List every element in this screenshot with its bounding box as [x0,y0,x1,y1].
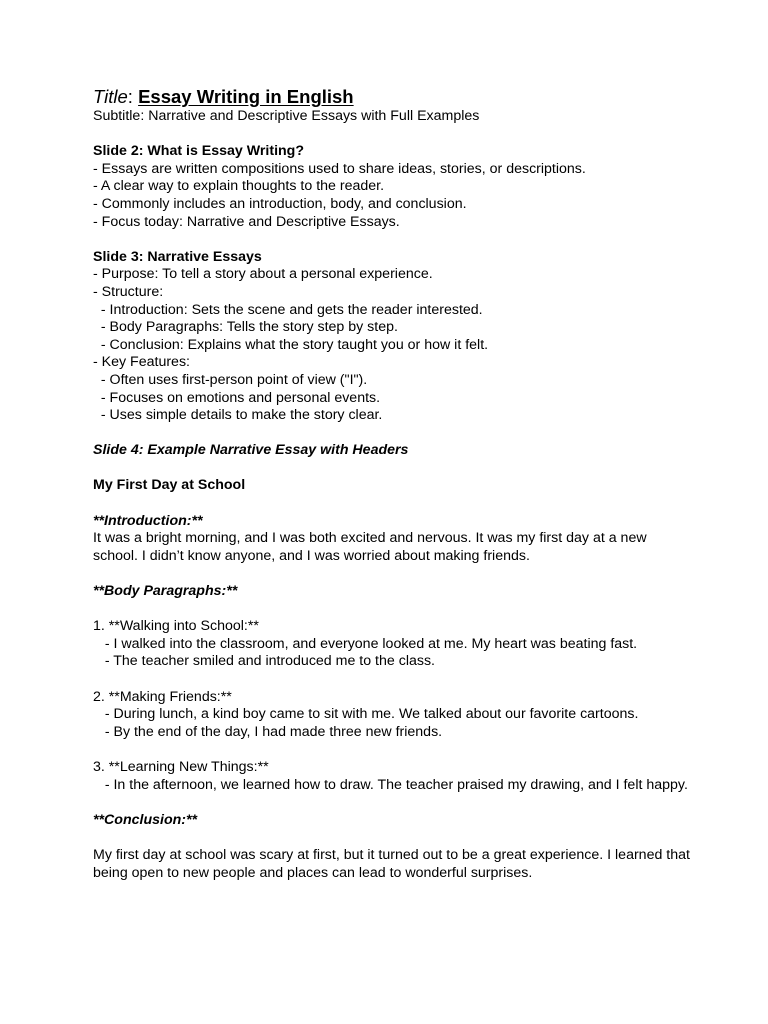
slide3-line: - Key Features: [93,354,190,371]
intro-paragraph: It was a bright morning, and I was both excited and nervous. It was my first day at a new school. I didn’t know anyone, and I was worried about making friends. [93,530,647,564]
conclusion-heading: **Conclusion:** [93,811,198,828]
slide2-line: - A clear way to explain thoughts to the reader. [93,178,385,195]
body-heading: **Body Paragraphs:** [93,583,238,600]
point-line: - The teacher smiled and introduced me to the class. [93,653,435,670]
title-text: Essay Writing in English [138,86,354,107]
slide4-heading: Slide 4: Example Narrative Essay with Headers [93,442,409,459]
slide3-line: - Often uses first-person point of view ("I"). [93,371,368,388]
slide2-line: - Essays are written compositions used to share ideas, stories, or descriptions. [93,160,586,177]
point-line: - During lunch, a kind boy came to sit with me. We talked about our favorite cartoons. [93,706,639,723]
slide2-line: - Commonly includes an introduction, body, and conclusion. [93,195,467,212]
slide3-line: - Conclusion: Explains what the story taught you or how it felt. [93,336,489,353]
point-line: - In the afternoon, we learned how to draw. The teacher praised my drawing, and I felt happy. [93,776,688,793]
slide3-line: - Structure: [93,283,164,300]
title-label: Title [93,86,128,107]
point-line: - By the end of the day, I had made three new friends. [93,723,443,740]
title-separator: : [127,86,139,107]
point-line: - I walked into the classroom, and everyone looked at me. My heart was beating fast. [93,635,638,652]
intro-heading: **Introduction:** [93,512,203,529]
essay-title: My First Day at School [93,477,246,494]
conclusion-paragraph: My first day at school was scary at first, but it turned out to be a great experience. I learned that being open to new people and places can lead to wonderful surprises. [93,846,690,881]
document-body [93,86,693,882]
document-title [93,86,693,108]
slide3-line: - Uses simple details to make the story clear. [93,407,383,424]
point-heading: 3. **Learning New Things:** [93,758,269,775]
slide3-line: - Body Paragraphs: Tells the story step by step. [93,319,398,336]
slide3-line: - Focuses on emotions and personal events. [93,389,381,406]
slide2-line: - Focus today: Narrative and Descriptive Essays. [93,213,400,230]
slide3-heading: Slide 3: Narrative Essays [93,248,262,265]
point-heading: 2. **Making Friends:** [93,688,232,705]
point-heading: 1. **Walking into School:** [93,618,259,635]
slide2-heading: Slide 2: What is Essay Writing? [93,143,305,160]
slide3-line: - Introduction: Sets the scene and gets the reader interested. [93,301,483,318]
subtitle: Subtitle: Narrative and Descriptive Essays with Full Examples [93,108,480,124]
slide3-line: - Purpose: To tell a story about a personal experience. [93,266,433,283]
